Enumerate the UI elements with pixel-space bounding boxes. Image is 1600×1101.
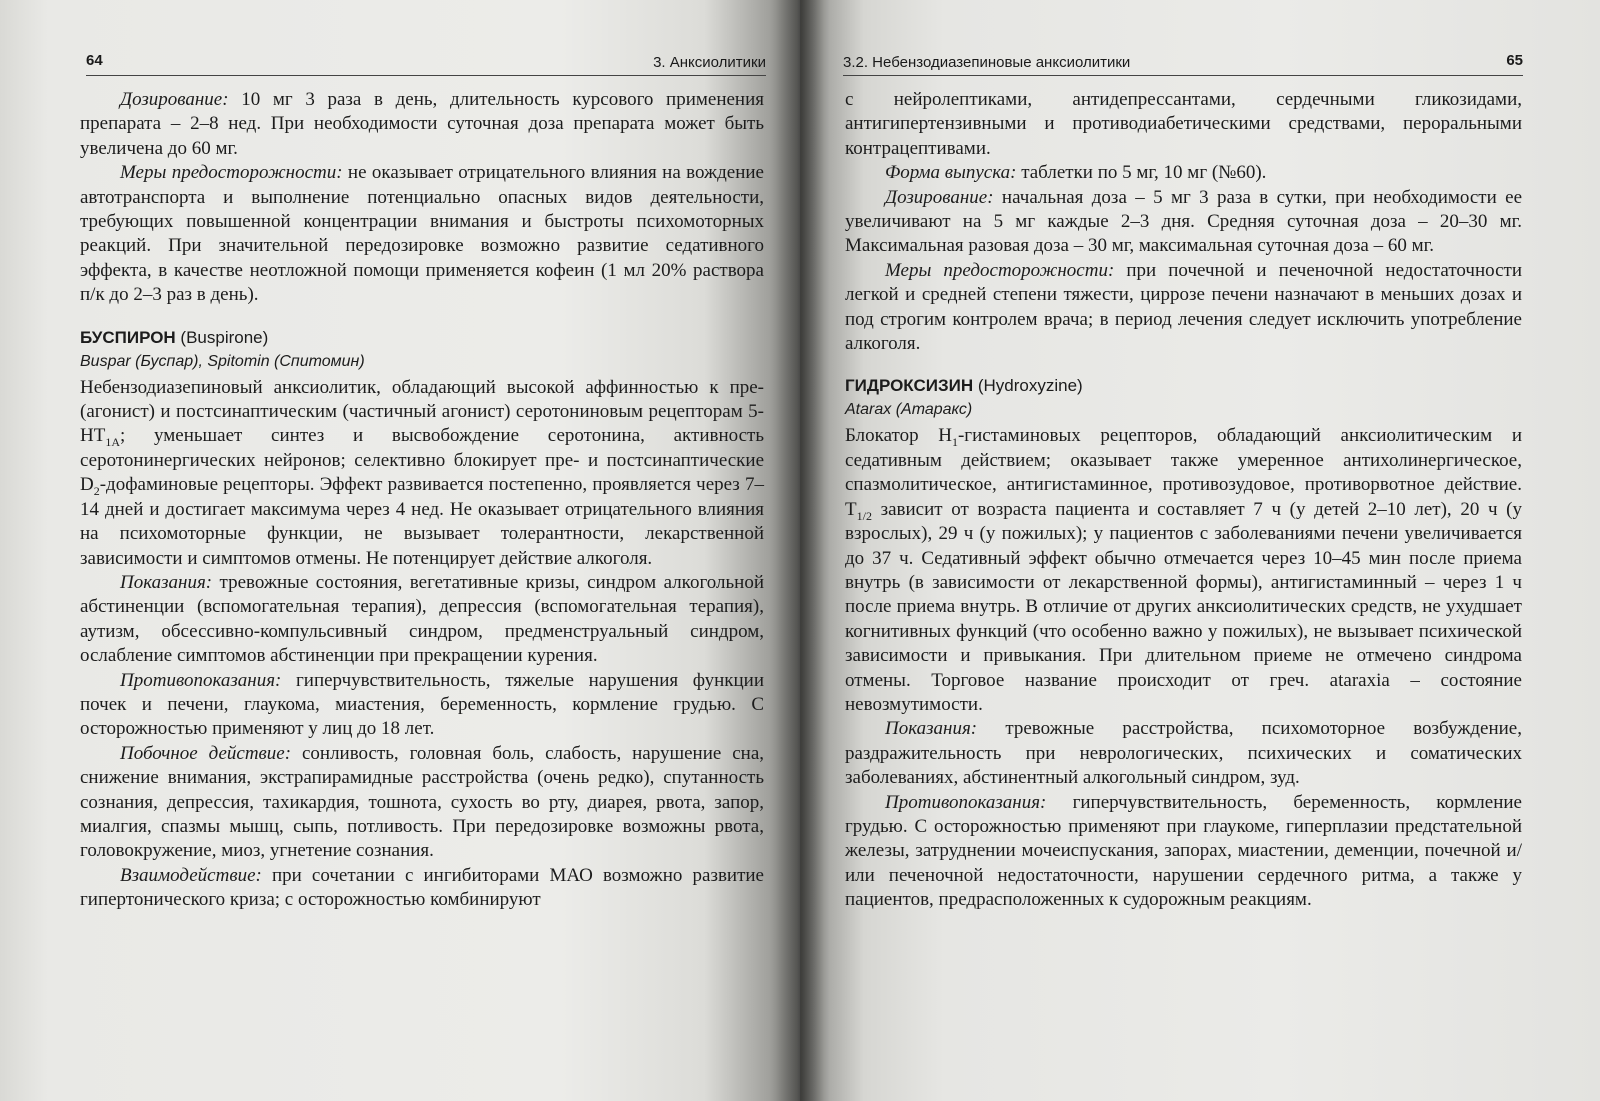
precautions-label: Меры предосторожности: xyxy=(885,259,1115,281)
precautions-paragraph xyxy=(845,259,1522,357)
description-part: -дофаминовые рецепторы. Эффект развивается постепенно, проявляется через 7–14 дней и достигает максимума через 4 нед. Не оказывает отрицательного влияния на психомоторные функции, не вызывает толерантности, лекарственной зависимости и симптомов отмены. Не потенцирует действие алкоголя. xyxy=(80,474,764,569)
continuation-paragraph: с нейролептиками, антидепрессантами, сердечными гликозидами, антигипертензивными и противодиабетическими средствами, пероральными контрацептивами. xyxy=(845,89,1522,159)
form-paragraph xyxy=(845,161,1522,185)
drug-description xyxy=(80,376,764,571)
dosing-label: Дозирование: xyxy=(885,186,994,208)
description-part: -гистаминовых рецепторов, обладающий анксиолитическим и седативным действием; оказывает также умеренное антихолинергическое, спазмолитическое, антигистаминное, противозудовое, противорвотное действие. Т xyxy=(845,425,1522,520)
form-text: таблетки по 5 мг, 10 мг (№60). xyxy=(1016,162,1267,184)
contraindications-text: гиперчувствительность, беременность, кормление грудью. С осторожностью применяют при глаукоме, гиперплазии предстательной железы, затруднении мочеиспускания, запорах, миастении, деменции, почечной и/или печеночной недостаточности, нарушении сердечного ритма, а также у пациентов, предрасположенных к судорожным реакциям. xyxy=(845,791,1522,911)
precautions-text: при почечной и печеночной недостаточности легкой и средней степени тяжести, циррозе печени назначают в меньших дозах и под строгим контролем врача; в период лечения следует исключить употребление алкоголя. xyxy=(845,259,1522,355)
subscript: 1 xyxy=(951,435,958,450)
description-part: ; уменьшает синтез и высвобождение серотонина, активность серотонинергических нейронов; селективно блокирует пре- и постсинаптические D xyxy=(80,425,764,496)
subscript: 1/2 xyxy=(856,508,872,523)
interaction-text: при сочетании с ингибиторами МАО возможно развитие гипертонического криза; с осторожностью комбинируют xyxy=(80,864,764,911)
contraindications-label: Противопоказания: xyxy=(885,791,1047,813)
right-page-header xyxy=(843,52,1523,76)
indications-text: тревожные состояния, вегетативные кризы, синдром алкогольной абстиненции (вспомогательная терапия), депрессия (вспомогательная терапия), аутизм, обсессивно-компульсивный синдром, предменструальный синдром, ослабление симптомов абстиненции при прекращении курения. xyxy=(80,571,764,667)
subscript: 1А xyxy=(105,435,120,450)
side-effects-label: Побочное действие: xyxy=(120,742,292,764)
indications-paragraph xyxy=(80,571,764,669)
drug-heading xyxy=(845,374,1522,398)
dosing-paragraph xyxy=(80,88,764,161)
description-part: Небензодиазепиновый анксиолитик, обладающий высокой аффинностью к пре- (агонист) и постсинаптическим (частичный агонист) серотониновым рецепторам 5-НТ xyxy=(80,376,764,447)
interaction-paragraph xyxy=(80,864,764,913)
drug-latin-name: (Hydroxyzine) xyxy=(973,376,1083,396)
precautions-label: Меры предосторожности: xyxy=(120,162,343,184)
running-title: 3.2. Небензодиазепиновые анксиолитики xyxy=(843,54,1131,71)
subscript: 2 xyxy=(93,484,100,499)
precautions-text: не оказывает отрицательного влияния на вождение автотранспорта и выполнение потенциально опасных видов деятельности, требующих повышенной концентрации внимания и быстроты психомоторных реакций. При значительной передозировке возможно развитие седативного эффекта, в качестве неотложной помощи применяется кофеин (1 мл 20% раствора п/к до 2–3 раз в день). xyxy=(80,162,764,306)
indications-label: Показания: xyxy=(120,571,213,593)
dosing-paragraph xyxy=(845,186,1522,259)
drug-brands: Buspar (Буспар), Spitomin (Спитомин) xyxy=(80,352,365,370)
indications-label: Показания: xyxy=(885,718,978,740)
header-rule xyxy=(843,75,1523,76)
drug-name: БУСПИРОН xyxy=(80,327,176,347)
contraindications-label: Противопоказания: xyxy=(120,669,282,691)
drug-brands: Atarax (Атаракс) xyxy=(845,401,973,419)
dosing-label: Дозирование: xyxy=(120,89,229,110)
side-effects-text: сонливость, головная боль, слабость, нарушение сна, снижение внимания, экстрапирамидные расстройства (очень редко), спутанность сознания, депрессия, тахикардия, тошнота, сухость во рту, диарея, рвота, запор, миалгия, спазмы мышц, сыпь, потливость. При передозировке возможны рвота, головокружение, миоз, угнетение сознания. xyxy=(80,742,764,862)
indications-text: тревожные расстройства, психомоторное возбуждение, раздражительность при неврологических, психических и соматических заболеваниях, абстинентный алкогольный синдром, зуд. xyxy=(845,718,1522,789)
indications-paragraph xyxy=(845,717,1522,790)
left-page-body xyxy=(80,88,764,913)
interaction-label: Взаимодействие: xyxy=(120,864,262,886)
right-page-body xyxy=(845,88,1522,913)
contraindications-text: гиперчувствительность, тяжелые нарушения функции почек и печени, глаукома, миастения, беременность, кормление грудью. С осторожностью применяют у лиц до 18 лет. xyxy=(80,669,764,740)
left-page-header xyxy=(86,52,766,76)
form-label: Форма выпуска: xyxy=(885,162,1017,184)
drug-description xyxy=(845,424,1522,717)
description-part: зависит от возраста пациента и составляет 7 ч (у детей 2–10 лет), 20 ч (у взрослых), 29 ч (у пожилых); у пациентов с заболеваниями печени увеличивается до 37 ч. Седативный эффект обычно отмечается через 10–45 мин после приема внутрь (в зависимости от лекарственной формы), антигистаминный – через 1 ч после приема внутрь. В отличие от других анксиолитических средств, не ухудшает когнитивных функций (что особенно важно у пожилых), не вызывает психической зависимости и привыкания. При длительном приеме не отмечено синдрома отмены. Торговое название происходит от греч. ataraxia – состояние невозмутимости. xyxy=(845,498,1522,715)
page-number: 64 xyxy=(86,52,103,69)
contraindications-paragraph xyxy=(80,669,764,742)
contraindications-paragraph xyxy=(845,791,1522,913)
drug-heading xyxy=(80,326,764,350)
page-number: 65 xyxy=(1506,52,1523,69)
dosing-text: начальная доза – 5 мг 3 раза в сутки, при необходимости ее увеличивают на 5 мг каждые 2–3 дня. Средняя суточная доза – 20–30 мг. Максимальная разовая доза – 30 мг, максимальная суточная доза – 60 мг. xyxy=(845,186,1522,257)
drug-name: ГИДРОКСИЗИН xyxy=(845,376,974,396)
side-effects-paragraph xyxy=(80,742,764,864)
drug-latin-name: (Buspirone) xyxy=(175,327,269,347)
header-rule xyxy=(86,75,766,76)
dosing-text: 10 мг 3 раза в день, длительность курсового применения препарата – 2–8 нед. При необходимости суточная доза препарата может быть увеличена до 60 мг. xyxy=(80,89,764,159)
precautions-paragraph xyxy=(80,161,764,307)
description-part: Блокатор Н xyxy=(845,425,952,447)
running-title: 3. Анксиолитики xyxy=(653,54,766,71)
